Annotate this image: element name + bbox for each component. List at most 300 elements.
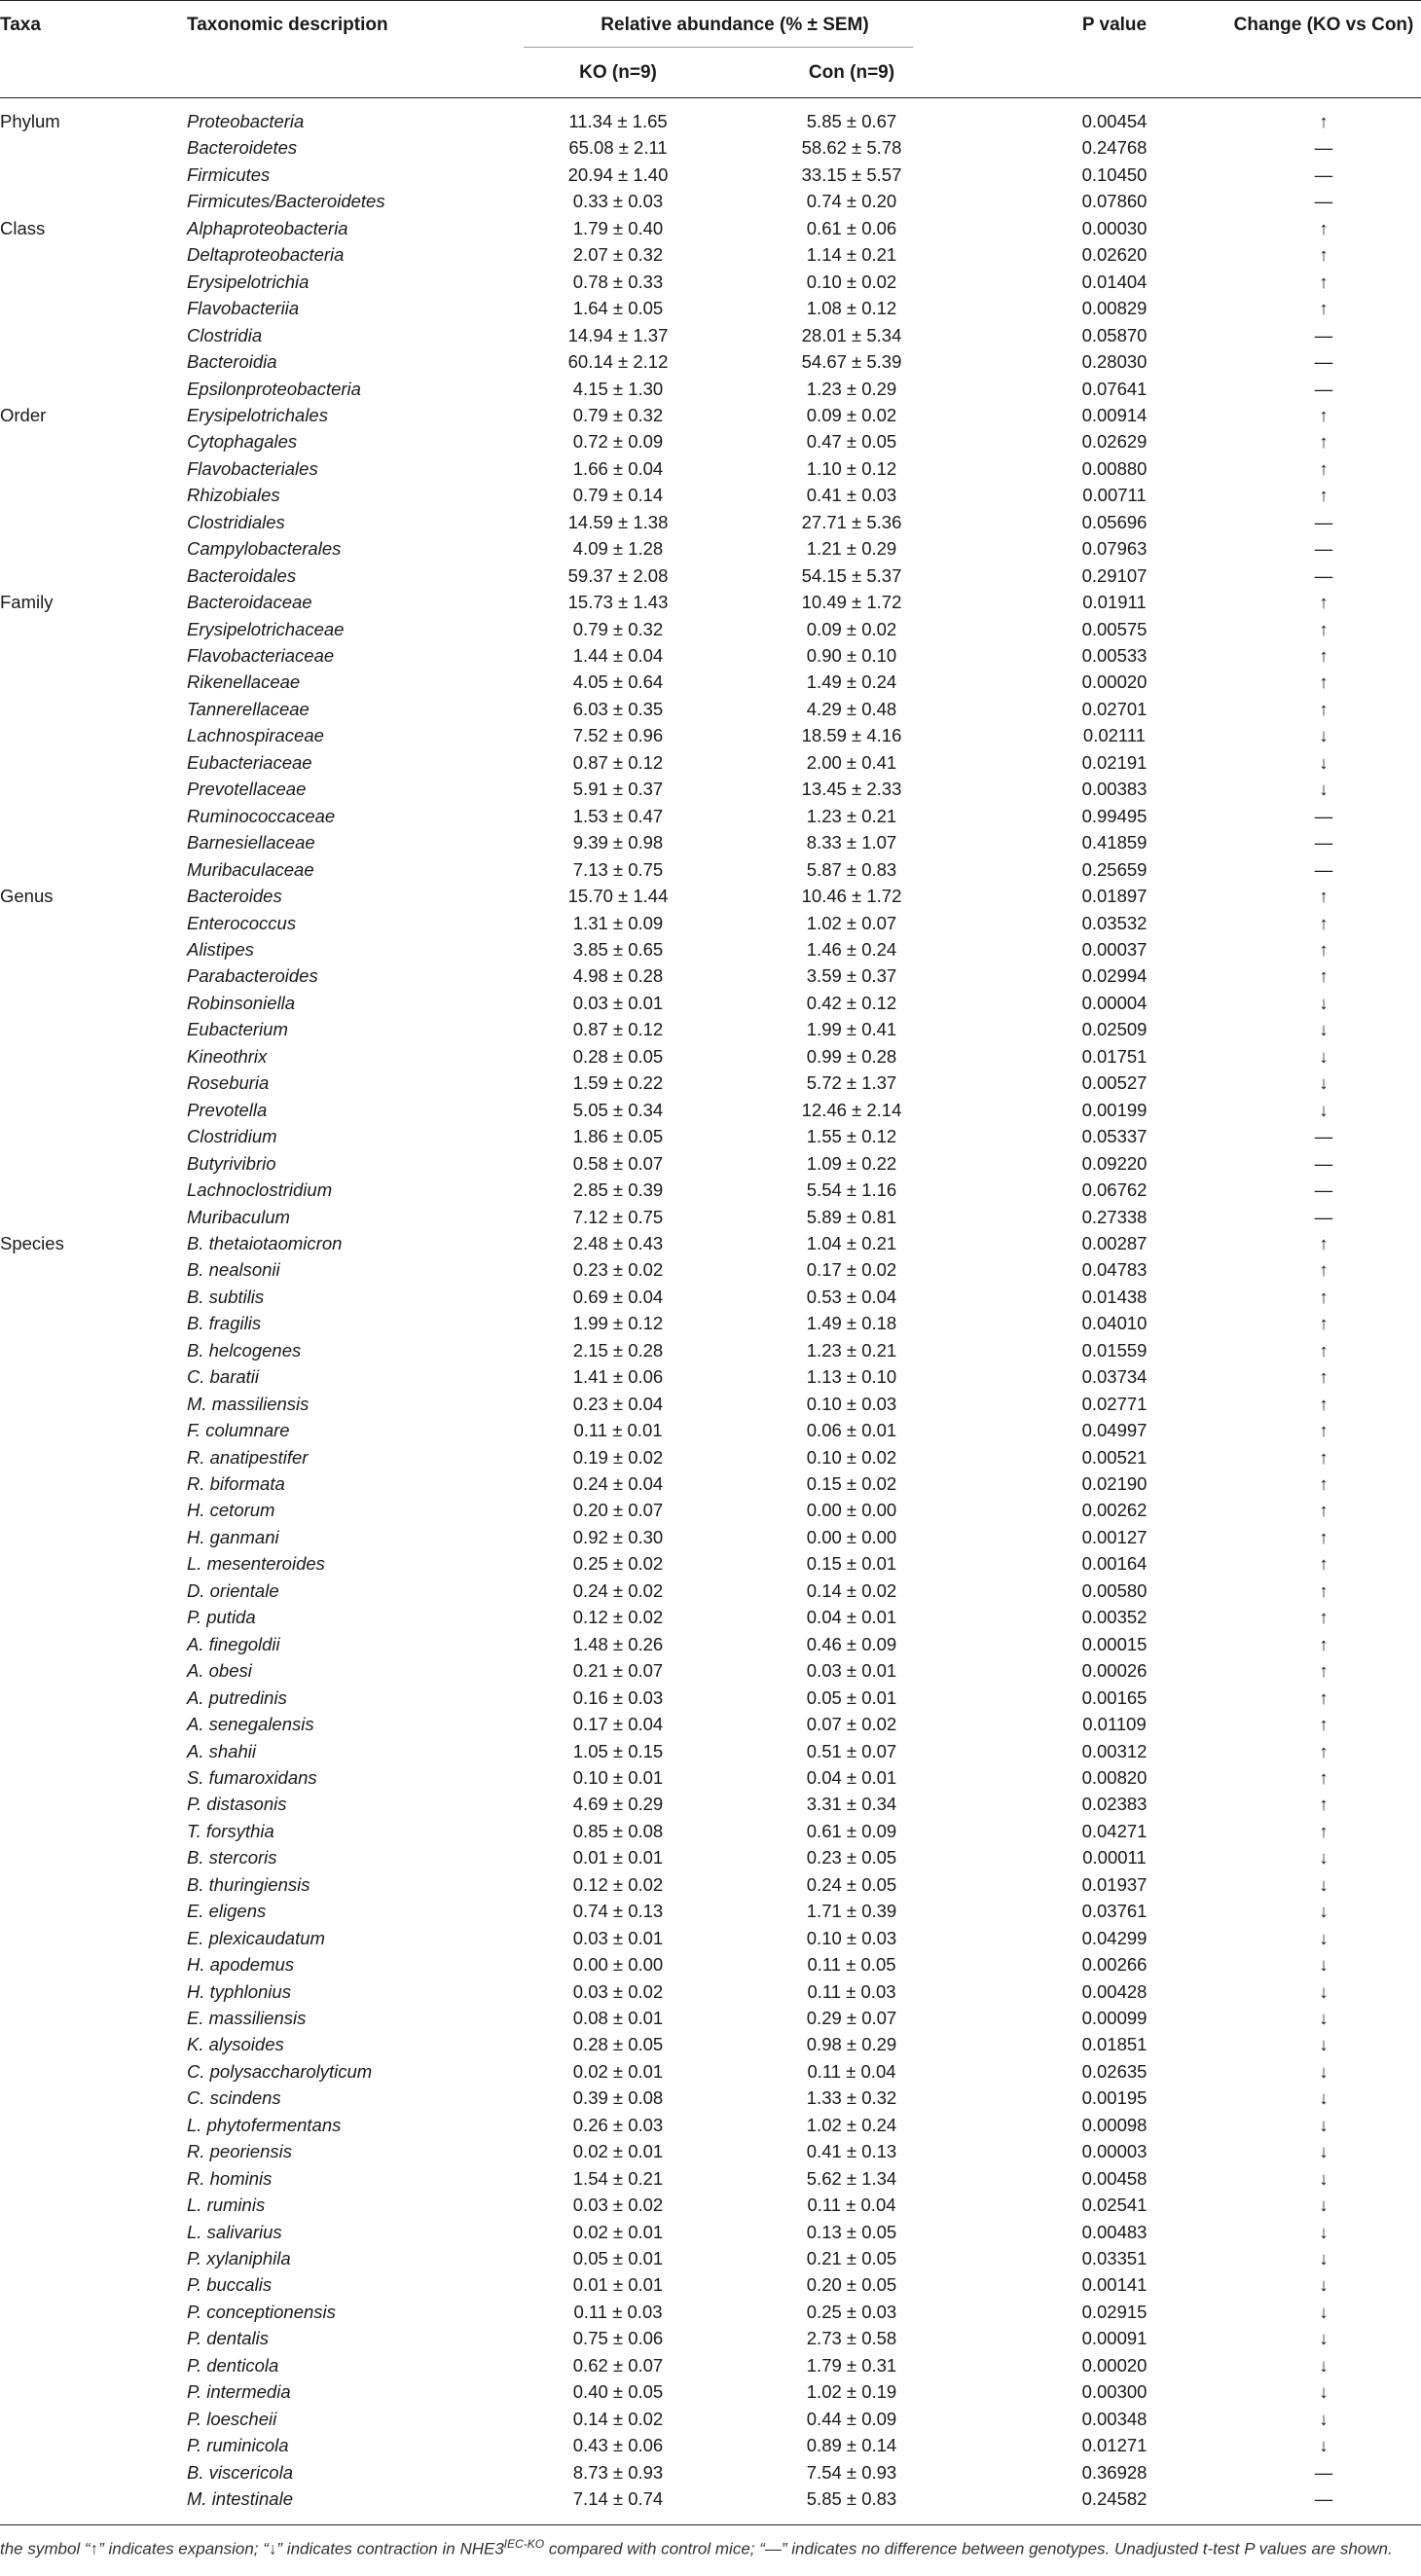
taxon-name: Eubacteriaceae	[187, 751, 312, 773]
taxon-name: Kineothrix	[187, 1045, 268, 1067]
p-value: 0.25659	[1081, 858, 1148, 880]
taxon-name: Rikenellaceae	[187, 671, 301, 693]
taxon-name: Roseburia	[187, 1072, 270, 1094]
change-indicator: —	[1314, 2461, 1333, 2483]
ko-value: 0.78 ± 0.33	[572, 271, 664, 292]
p-value: 0.00312	[1081, 1740, 1148, 1761]
con-value: 0.14 ± 0.02	[806, 1579, 897, 1601]
con-value: 8.33 ± 1.07	[806, 832, 897, 853]
taxon-name: Cytophagales	[187, 431, 298, 453]
p-value: 0.00020	[1081, 671, 1148, 693]
ko-value: 4.69 ± 0.29	[572, 1794, 664, 1815]
ko-value: 0.87 ± 0.12	[572, 1019, 664, 1040]
ko-value: 0.79 ± 0.32	[572, 404, 664, 425]
p-value: 0.00015	[1081, 1633, 1148, 1654]
taxon-name: R. peoriensis	[187, 2141, 292, 2162]
taxon-name: T. forsythia	[187, 1820, 274, 1841]
ko-value: 0.01 ± 0.01	[572, 1847, 664, 1869]
con-value: 0.47 ± 0.05	[806, 431, 897, 453]
change-indicator: ↓	[1319, 2435, 1329, 2456]
taxon-name: Firmicutes/Bacteroidetes	[187, 191, 385, 212]
p-value: 0.00003	[1081, 2141, 1148, 2162]
con-value: 10.46 ± 1.72	[801, 886, 902, 906]
p-value: 0.00266	[1081, 1954, 1148, 1975]
taxon-name: C. polysaccharolyticum	[187, 2060, 373, 2082]
con-value: 1.02 ± 0.19	[806, 2381, 897, 2403]
con-value: 1.10 ± 0.12	[806, 457, 897, 479]
change-indicator: ↑	[1319, 618, 1329, 639]
con-value: 0.00 ± 0.00	[806, 1500, 897, 1521]
taxon-name: Flavobacteriaceae	[187, 645, 335, 666]
con-value: 1.21 ± 0.29	[806, 538, 897, 560]
ko-value: 0.24 ± 0.04	[572, 1473, 664, 1494]
con-value: 33.15 ± 5.57	[801, 163, 902, 185]
taxon-name: Erysipelotrichia	[187, 271, 310, 292]
change-indicator: ↑	[1319, 457, 1329, 479]
ko-value: 1.99 ± 0.12	[572, 1313, 664, 1334]
footnote	[0, 2533, 1411, 2560]
taxon-name: Prevotella	[187, 1099, 268, 1120]
p-value: 0.02509	[1081, 1019, 1148, 1040]
change-indicator: ↓	[1319, 2007, 1329, 2028]
p-value: 0.02629	[1081, 431, 1148, 453]
change-indicator: ↑	[1319, 1766, 1329, 1788]
change-indicator: ↓	[1319, 2328, 1329, 2349]
ko-value: 0.12 ± 0.02	[572, 1607, 664, 1628]
con-value: 0.00 ± 0.00	[806, 1526, 897, 1547]
ko-value: 0.23 ± 0.02	[572, 1259, 664, 1281]
ko-value: 1.44 ± 0.04	[572, 645, 664, 666]
con-value: 0.11 ± 0.04	[807, 2195, 896, 2216]
taxon-name: Tannerellaceae	[187, 698, 310, 719]
taxon-name: Muribaculum	[187, 1206, 290, 1227]
taxon-name: Bacteroidia	[187, 351, 277, 372]
top-rule	[0, 0, 1421, 1]
p-value: 0.01937	[1081, 1873, 1148, 1895]
change-indicator: ↓	[1319, 2141, 1329, 2162]
con-value: 1.33 ± 0.32	[806, 2087, 897, 2109]
change-indicator: ↓	[1319, 2087, 1329, 2109]
taxon-name: R. biformata	[187, 1473, 285, 1494]
change-indicator: ↑	[1319, 965, 1329, 987]
ko-value: 0.72 ± 0.09	[572, 431, 664, 453]
con-value: 1.14 ± 0.21	[806, 244, 897, 266]
con-value: 0.74 ± 0.20	[806, 191, 897, 212]
ko-value: 1.41 ± 0.06	[572, 1366, 664, 1388]
ko-value: 5.05 ± 0.34	[572, 1099, 664, 1120]
footnote-text: the symbol “↑” indicates expansion; “↓” indicates contraction in NHE3	[0, 2539, 504, 2558]
ko-value: 0.23 ± 0.04	[572, 1393, 664, 1414]
taxon-name: Rhizobiales	[187, 485, 280, 506]
ko-value: 0.17 ± 0.04	[572, 1714, 664, 1734]
p-value: 0.01109	[1082, 1714, 1147, 1734]
p-value: 0.07860	[1081, 191, 1148, 212]
change-indicator: ↑	[1319, 431, 1329, 453]
taxon-name: Alistipes	[187, 938, 254, 960]
p-value: 0.00454	[1081, 111, 1148, 131]
change-indicator: ↓	[1319, 2274, 1329, 2296]
ko-value: 0.43 ± 0.06	[572, 2435, 664, 2456]
p-value: 0.04271	[1081, 1820, 1148, 1841]
taxon-name: M. intestinale	[187, 2488, 293, 2509]
con-value: 0.41 ± 0.03	[806, 485, 897, 506]
p-value: 0.00300	[1081, 2381, 1148, 2403]
p-value: 0.41859	[1081, 832, 1148, 853]
header-con: Con (n=9)	[808, 62, 895, 83]
p-value: 0.02190	[1081, 1473, 1148, 1494]
p-value: 0.00099	[1081, 2007, 1148, 2028]
p-value: 0.01751	[1081, 1045, 1148, 1067]
change-indicator: ↑	[1319, 698, 1329, 719]
change-indicator: ↑	[1319, 217, 1329, 238]
change-indicator: ↑	[1319, 1660, 1329, 1682]
ko-value: 1.05 ± 0.15	[572, 1740, 664, 1761]
p-value: 0.00711	[1082, 485, 1147, 506]
con-value: 1.46 ± 0.24	[806, 938, 897, 960]
taxon-name: E. eligens	[187, 1901, 267, 1922]
taxon-name: Barnesiellaceae	[187, 832, 315, 853]
ko-value: 0.26 ± 0.03	[572, 2114, 664, 2135]
taxon-name: E. massiliensis	[187, 2007, 307, 2028]
ko-value: 0.03 ± 0.01	[572, 1927, 664, 1948]
change-indicator: ↓	[1319, 2381, 1329, 2403]
taxon-name: Flavobacteriia	[187, 298, 300, 319]
con-value: 5.89 ± 0.81	[806, 1206, 897, 1227]
change-indicator: —	[1314, 2488, 1333, 2509]
taxon-name: B. fragilis	[187, 1313, 262, 1334]
change-indicator: ↑	[1319, 1393, 1329, 1414]
con-value: 0.10 ± 0.02	[806, 271, 897, 292]
change-indicator: ↓	[1319, 1072, 1329, 1094]
change-indicator: —	[1314, 832, 1333, 853]
con-value: 0.53 ± 0.04	[806, 1286, 897, 1307]
taxon-name: P. ruminicola	[187, 2435, 289, 2456]
ko-value: 0.02 ± 0.01	[572, 2141, 664, 2162]
con-value: 28.01 ± 5.34	[801, 324, 902, 345]
ko-value: 0.14 ± 0.02	[572, 2408, 664, 2429]
ko-value: 0.02 ± 0.01	[572, 2060, 664, 2082]
header-pvalue: P value	[1081, 15, 1148, 35]
change-indicator: ↑	[1319, 592, 1329, 613]
con-value: 0.06 ± 0.01	[806, 1420, 897, 1440]
change-indicator: ↑	[1319, 1820, 1329, 1841]
header-bottom-rule	[0, 97, 1421, 98]
taxon-name: D. orientale	[187, 1579, 279, 1601]
ko-value: 2.85 ± 0.39	[572, 1179, 664, 1200]
change-indicator: ↓	[1319, 725, 1329, 746]
taxon-name: Clostridium	[187, 1126, 277, 1147]
con-value: 4.29 ± 0.48	[806, 698, 897, 719]
con-value: 0.07 ± 0.02	[806, 1714, 897, 1734]
con-value: 0.20 ± 0.05	[806, 2274, 897, 2296]
change-indicator: ↓	[1319, 2354, 1329, 2376]
header-change: Change (KO vs Con)	[1233, 15, 1414, 35]
ko-value: 15.73 ± 1.43	[567, 592, 669, 613]
ko-value: 1.86 ± 0.05	[572, 1126, 664, 1147]
con-value: 0.41 ± 0.13	[806, 2141, 897, 2162]
taxon-name: R. hominis	[187, 2167, 273, 2189]
con-value: 0.15 ± 0.01	[806, 1553, 897, 1575]
ko-value: 1.53 ± 0.47	[572, 805, 664, 826]
con-value: 18.59 ± 4.16	[801, 725, 902, 746]
ko-value: 0.10 ± 0.01	[572, 1766, 664, 1788]
con-value: 1.99 ± 0.41	[806, 1019, 897, 1040]
p-value: 0.02635	[1081, 2060, 1148, 2082]
p-value: 0.00287	[1081, 1232, 1148, 1253]
p-value: 0.00195	[1081, 2087, 1148, 2109]
con-value: 5.87 ± 0.83	[806, 858, 897, 880]
taxon-name: Clostridiales	[187, 511, 285, 532]
p-value: 0.02915	[1081, 2301, 1148, 2322]
p-value: 0.00820	[1081, 1766, 1148, 1788]
taxon-name: Bacteroides	[187, 886, 282, 906]
ko-value: 1.64 ± 0.05	[572, 298, 664, 319]
taxon-name: H. typhlonius	[187, 1980, 291, 2002]
change-indicator: —	[1314, 1152, 1333, 1174]
change-indicator: ↓	[1319, 1927, 1329, 1948]
p-value: 0.02771	[1081, 1393, 1148, 1414]
change-indicator: —	[1314, 191, 1333, 212]
ko-value: 0.58 ± 0.07	[572, 1152, 664, 1174]
change-indicator: —	[1314, 538, 1333, 560]
change-indicator: ↑	[1319, 886, 1329, 906]
ko-value: 6.03 ± 0.35	[572, 698, 664, 719]
ko-value: 14.94 ± 1.37	[567, 324, 669, 345]
con-value: 0.09 ± 0.02	[806, 618, 897, 639]
taxa-cell: Species	[0, 1232, 64, 1253]
taxon-name: H. ganmani	[187, 1526, 279, 1547]
p-value: 0.00527	[1081, 1072, 1148, 1094]
change-indicator: —	[1314, 1126, 1333, 1147]
change-indicator: ↑	[1319, 1526, 1329, 1547]
change-indicator: ↓	[1319, 751, 1329, 773]
taxon-name: L. ruminis	[187, 2195, 266, 2216]
change-indicator: ↑	[1319, 1339, 1329, 1361]
taxon-name: Alphaproteobacteria	[187, 217, 348, 238]
con-value: 1.55 ± 0.12	[806, 1126, 897, 1147]
ko-value: 2.48 ± 0.43	[572, 1232, 664, 1253]
con-value: 0.10 ± 0.03	[806, 1393, 897, 1414]
taxon-name: P. conceptionensis	[187, 2301, 336, 2322]
p-value: 0.27338	[1081, 1206, 1148, 1227]
p-value: 0.03734	[1081, 1366, 1148, 1388]
taxon-name: L. phytofermentans	[187, 2114, 342, 2135]
taxon-name: Bacteroidetes	[187, 137, 298, 159]
taxon-name: P. intermedia	[187, 2381, 291, 2403]
con-value: 1.02 ± 0.24	[806, 2114, 897, 2135]
change-indicator: —	[1314, 805, 1333, 826]
ko-value: 0.05 ± 0.01	[572, 2248, 664, 2268]
con-value: 0.04 ± 0.01	[806, 1766, 897, 1788]
change-indicator: —	[1314, 351, 1333, 372]
taxon-name: Proteobacteria	[187, 111, 305, 131]
change-indicator: ↓	[1319, 1019, 1329, 1040]
p-value: 0.00098	[1081, 2114, 1148, 2135]
p-value: 0.00914	[1081, 404, 1148, 425]
footnote-text-2: compared with control mice; “—” indicates no difference between genotypes. Unadjusted t-test P values are shown.	[544, 2539, 1393, 2558]
ko-value: 7.52 ± 0.96	[572, 725, 664, 746]
p-value: 0.24582	[1081, 2488, 1148, 2509]
taxon-name: E. plexicaudatum	[187, 1927, 325, 1948]
con-value: 0.90 ± 0.10	[806, 645, 897, 666]
p-value: 0.04783	[1081, 1259, 1148, 1281]
ko-value: 0.21 ± 0.07	[572, 1660, 664, 1682]
taxon-name: B. thuringiensis	[187, 1873, 310, 1895]
p-value: 0.00521	[1081, 1446, 1148, 1468]
con-value: 0.13 ± 0.05	[806, 2221, 897, 2242]
p-value: 0.00483	[1081, 2221, 1148, 2242]
ko-value: 0.62 ± 0.07	[572, 2354, 664, 2376]
change-indicator: ↓	[1319, 2301, 1329, 2322]
change-indicator: ↑	[1319, 1446, 1329, 1468]
change-indicator: ↑	[1319, 938, 1329, 960]
p-value: 0.07963	[1081, 538, 1148, 560]
ko-value: 4.15 ± 1.30	[572, 378, 664, 399]
p-value: 0.29107	[1081, 564, 1148, 586]
taxon-name: L. mesenteroides	[187, 1553, 325, 1575]
header-taxa: Taxa	[0, 15, 41, 35]
taxa-cell: Phylum	[0, 111, 60, 131]
change-indicator: —	[1314, 378, 1333, 399]
ko-value: 1.31 ± 0.09	[572, 912, 664, 933]
p-value: 0.00262	[1081, 1500, 1148, 1521]
ko-value: 2.15 ± 0.28	[572, 1339, 664, 1361]
con-value: 0.04 ± 0.01	[806, 1607, 897, 1628]
change-indicator: ↓	[1319, 2195, 1329, 2216]
taxon-name: B. nealsonii	[187, 1259, 280, 1281]
taxon-name: Parabacteroides	[187, 965, 318, 987]
con-value: 1.49 ± 0.24	[806, 671, 897, 693]
p-value: 0.00030	[1081, 217, 1148, 238]
con-value: 7.54 ± 0.93	[806, 2461, 897, 2483]
p-value: 0.00348	[1081, 2408, 1148, 2429]
taxon-name: Deltaproteobacteria	[187, 244, 345, 266]
p-value: 0.00580	[1081, 1579, 1148, 1601]
con-value: 58.62 ± 5.78	[801, 137, 902, 159]
taxon-name: C. baratii	[187, 1366, 260, 1388]
con-value: 1.23 ± 0.21	[806, 1339, 897, 1361]
taxon-name: L. salivarius	[187, 2221, 282, 2242]
con-value: 0.05 ± 0.01	[806, 1687, 897, 1708]
header-description: Taxonomic description	[187, 15, 388, 35]
p-value: 0.01438	[1081, 1286, 1148, 1307]
ko-value: 0.25 ± 0.02	[572, 1553, 664, 1575]
ko-value: 0.79 ± 0.32	[572, 618, 664, 639]
taxon-name: A. senegalensis	[187, 1714, 314, 1734]
ko-value: 0.74 ± 0.13	[572, 1901, 664, 1922]
con-value: 0.03 ± 0.01	[806, 1660, 897, 1682]
con-value: 0.10 ± 0.03	[806, 1927, 897, 1948]
ko-value: 4.05 ± 0.64	[572, 671, 664, 693]
taxon-name: Bacteroidaceae	[187, 592, 312, 613]
p-value: 0.05696	[1081, 511, 1148, 532]
taxon-name: Epsilonproteobacteria	[187, 378, 361, 399]
change-indicator: ↑	[1319, 1579, 1329, 1601]
change-indicator: —	[1314, 163, 1333, 185]
change-indicator: ↑	[1319, 1286, 1329, 1307]
change-indicator: ↓	[1319, 1847, 1329, 1869]
taxon-name: C. scindens	[187, 2087, 281, 2109]
p-value: 0.00004	[1081, 992, 1148, 1013]
change-indicator: ↑	[1319, 1259, 1329, 1281]
con-value: 12.46 ± 2.14	[801, 1099, 902, 1120]
change-indicator: ↑	[1319, 1473, 1329, 1494]
p-value: 0.00020	[1081, 2354, 1148, 2376]
taxon-name: A. shahii	[187, 1740, 256, 1761]
ko-value: 0.02 ± 0.01	[572, 2221, 664, 2242]
p-value: 0.00880	[1081, 457, 1148, 479]
con-value: 1.49 ± 0.18	[806, 1313, 897, 1334]
ko-value: 1.59 ± 0.22	[572, 1072, 664, 1094]
change-indicator: —	[1314, 1206, 1333, 1227]
p-value: 0.02701	[1081, 698, 1148, 719]
p-value: 0.01271	[1081, 2435, 1148, 2456]
taxon-name: A. finegoldii	[187, 1633, 280, 1654]
con-value: 0.46 ± 0.09	[806, 1633, 897, 1654]
con-value: 0.61 ± 0.06	[806, 217, 897, 238]
con-value: 10.49 ± 1.72	[801, 592, 902, 613]
taxa-cell: Class	[0, 217, 46, 238]
p-value: 0.07641	[1081, 378, 1148, 399]
con-value: 3.59 ± 0.37	[806, 965, 897, 987]
change-indicator: ↑	[1319, 404, 1329, 425]
con-value: 0.09 ± 0.02	[806, 404, 897, 425]
p-value: 0.28030	[1081, 351, 1148, 372]
con-value: 3.31 ± 0.34	[806, 1794, 897, 1815]
p-value: 0.00829	[1081, 298, 1148, 319]
ko-value: 0.24 ± 0.02	[572, 1579, 664, 1601]
con-value: 0.10 ± 0.02	[806, 1446, 897, 1468]
change-indicator: ↓	[1319, 2114, 1329, 2135]
ko-value: 0.12 ± 0.02	[572, 1873, 664, 1895]
ko-value: 14.59 ± 1.38	[567, 511, 669, 532]
taxon-name: M. massiliensis	[187, 1393, 310, 1414]
ko-value: 0.79 ± 0.14	[572, 485, 664, 506]
change-indicator: ↑	[1319, 1607, 1329, 1628]
ko-value: 1.54 ± 0.21	[572, 2167, 664, 2189]
p-value: 0.99495	[1081, 805, 1148, 826]
taxon-name: Enterococcus	[187, 912, 297, 933]
p-value: 0.36928	[1081, 2461, 1148, 2483]
change-indicator: ↑	[1319, 1794, 1329, 1815]
taxon-name: H. cetorum	[187, 1500, 275, 1521]
p-value: 0.10450	[1081, 163, 1148, 185]
con-value: 1.02 ± 0.07	[806, 912, 897, 933]
change-indicator: ↑	[1319, 485, 1329, 506]
taxon-name: A. putredinis	[187, 1687, 287, 1708]
change-indicator: ↓	[1319, 2248, 1329, 2268]
abundance-subrule	[524, 47, 913, 48]
change-indicator: ↑	[1319, 1366, 1329, 1388]
con-value: 0.17 ± 0.02	[806, 1259, 897, 1281]
change-indicator: ↓	[1319, 1045, 1329, 1067]
header-abundance: Relative abundance (% ± SEM)	[601, 15, 869, 35]
con-value: 5.85 ± 0.83	[806, 2488, 897, 2509]
change-indicator: ↓	[1319, 2034, 1329, 2055]
ko-value: 1.79 ± 0.40	[572, 217, 664, 238]
p-value: 0.04299	[1081, 1927, 1148, 1948]
ko-value: 11.34 ± 1.65	[568, 111, 668, 131]
taxon-name: Ruminococcaceae	[187, 805, 336, 826]
con-value: 0.89 ± 0.14	[806, 2435, 897, 2456]
con-value: 1.13 ± 0.10	[806, 1366, 897, 1388]
p-value: 0.03761	[1081, 1901, 1148, 1922]
taxon-name: P. buccalis	[187, 2274, 273, 2296]
con-value: 0.23 ± 0.05	[806, 1847, 897, 1869]
ko-value: 5.91 ± 0.37	[572, 779, 664, 800]
ko-value: 0.87 ± 0.12	[572, 751, 664, 773]
p-value: 0.00533	[1081, 645, 1148, 666]
